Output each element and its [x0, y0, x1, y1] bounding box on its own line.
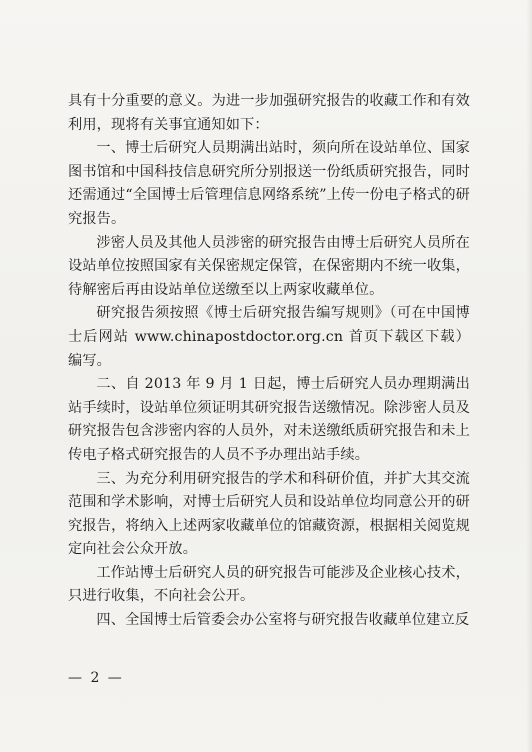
- document-body: [68, 90, 470, 633]
- paragraph-item-1: 一、博士后研究人员期满出站时，须向所在设站单位、国家图书馆和中国科技信息研究所分别报送一份纸质研究报告，同时还需通过“全国博士后管理信息网络系统”上传一份电子格式的研究报告。: [68, 140, 470, 227]
- paragraph-classified: 涉密人员及其他人员涉密的研究报告由博士后研究人员所在设站单位按照国家有关保密规定保管，在保密期内不统一收集，待解密后再由设站单位送缴至以上两家收藏单位。: [68, 234, 470, 298]
- paragraph-item-2: 二、自 2013 年 9 月 1 日起，博士后研究人员办理期满出站手续时，设站单位须证明其研究报告送缴情况。除涉密人员及研究报告包含涉密内容的人员外，对未送缴纸质研究报告和未上传电子格式研究报告的人员不予办理出站手续。: [68, 376, 470, 463]
- paragraph-writing-rules: 研究报告须按照《博士后研究报告编写规则》（可在中国博士后网站 www.chinapostdoctor.org.cn 首页下载区下载）编写。: [68, 305, 470, 369]
- page-number: — 2 —: [68, 670, 124, 686]
- paragraph-intro: 具有十分重要的意义。为进一步加强研究报告的收藏工作和有效利用，现将有关事宜通知如下：: [68, 93, 470, 133]
- page-edge-shadow: [526, 0, 532, 752]
- paragraph-item-4: 四、全国博士后管委会办公室将与研究报告收藏单位建立反: [96, 612, 470, 629]
- paragraph-item-3: 三、为充分利用研究报告的学术和科研价值，并扩大其交流范围和学术影响，对博士后研究人员和设站单位均同意公开的研究报告，将纳入上述两家收藏单位的馆藏资源，根据相关阅览规定向社会公众开放。: [68, 470, 470, 558]
- paragraph-workstation: 工作站博士后研究人员的研究报告可能涉及企业核心技术，只进行收集，不向社会公开。: [68, 564, 470, 605]
